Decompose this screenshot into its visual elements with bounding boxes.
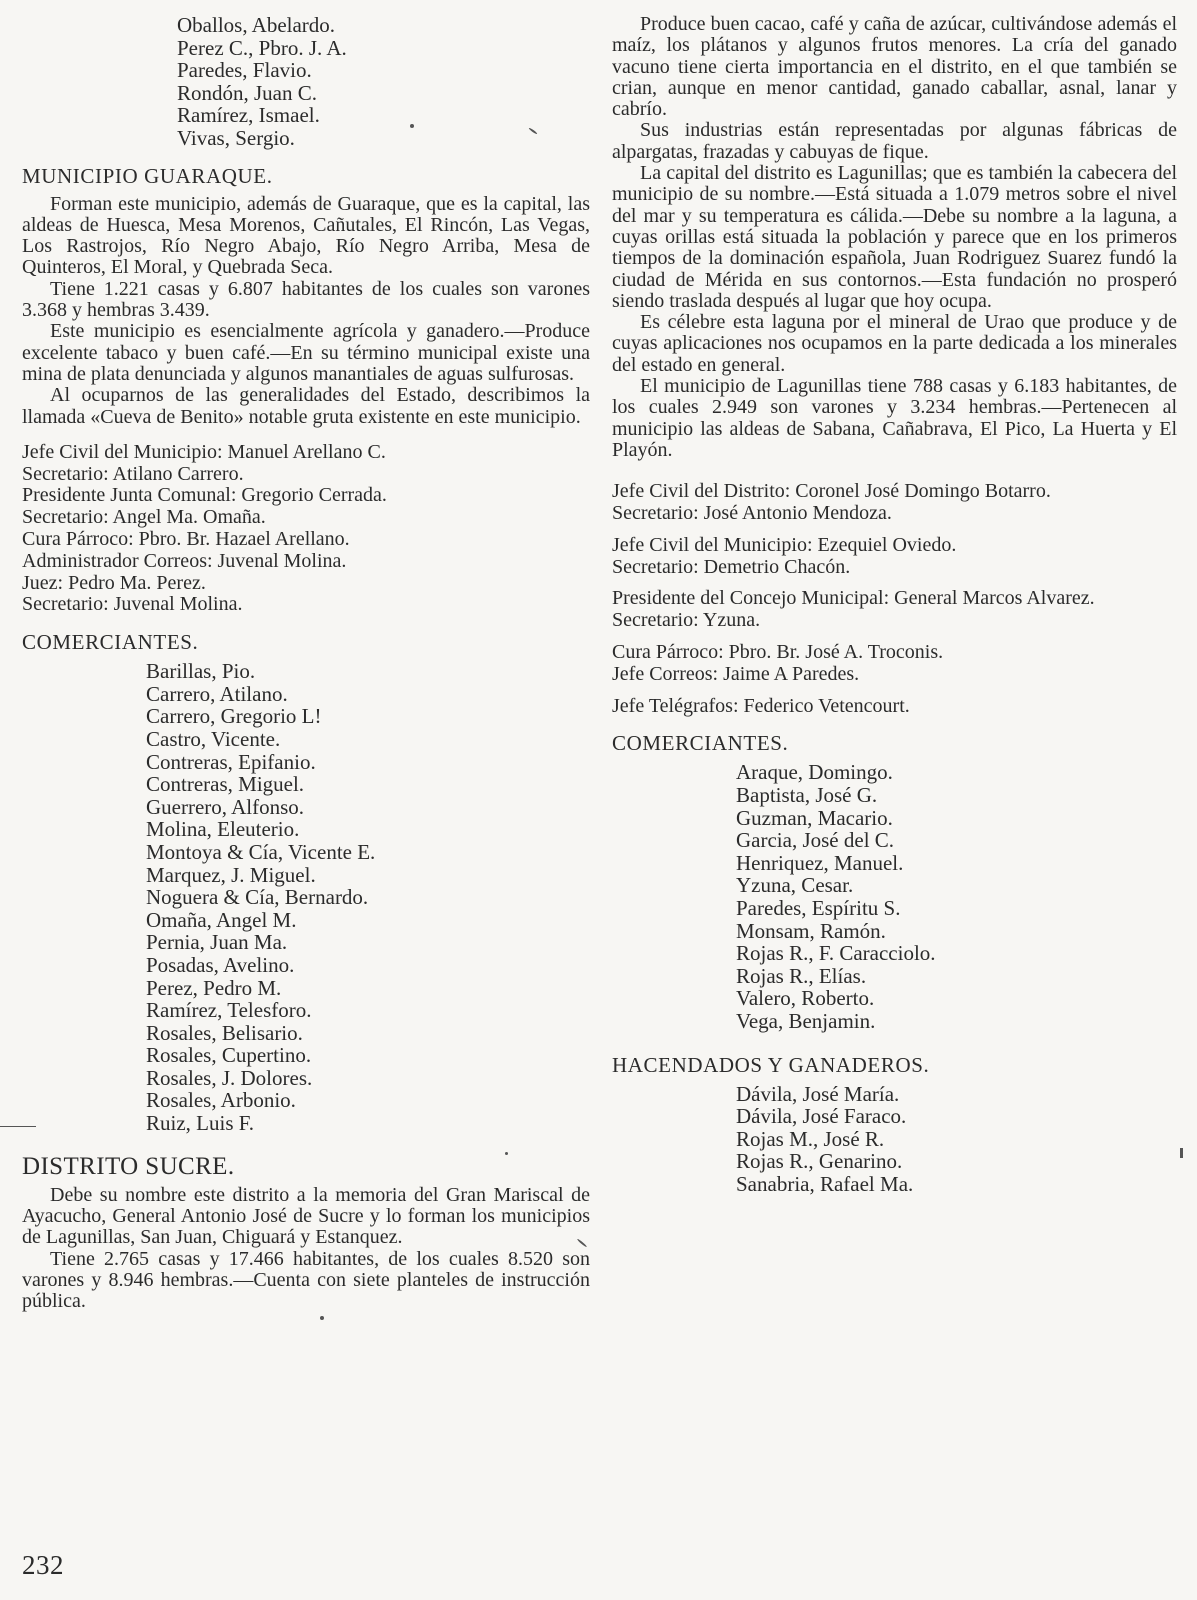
hacendados-list — [612, 1083, 1177, 1196]
list-item: Rojas R., F. Caracciolo. — [736, 941, 936, 966]
list-item: Yzuna, Cesar. — [736, 873, 854, 898]
list-item: Ramírez, Ismael. — [177, 103, 320, 128]
official-entry: Administrador Correos: Juvenal Molina. — [22, 549, 347, 572]
comerciantes-list — [22, 660, 590, 1134]
municipio-guaraque-heading: MUNICIPIO GUARAQUE. — [22, 163, 273, 188]
left-column — [22, 14, 590, 1312]
paragraph: Debe su nombre este distrito a la memoria del Gran Mariscal de Ayacucho, General Antonio José de Sucre y lo forman los municipios de Lagunillas, San Juan, Chiguará y Estanquez. — [22, 1183, 590, 1249]
officials-group-telegrafos — [612, 696, 1177, 718]
list-item: Vivas, Sergio. — [177, 125, 295, 150]
official-entry: Jefe Civil del Municipio: Ezequiel Oviedo. — [612, 533, 957, 556]
list-item: Rosales, Belisario. — [146, 1020, 303, 1045]
paragraph: Este municipio es esencialmente agrícola y ganadero.—Produce excelente tabaco y buen café.—En su término municipal existe una mina de plata denunciada y algunos manantiales de aguas sulfurosas. — [22, 320, 590, 385]
list-item: Noguera & Cía, Bernardo. — [146, 885, 369, 910]
official-entry: Secretario: Yzuna. — [612, 609, 761, 632]
paragraph: La capital del distrito es Lagunillas; que es también la cabecera del municipio de su nombre.—Está situada a 1.079 metros sobre el nivel del mar y su temperatura es cálida.—Debe su nombre a la laguna, a cuyas orillas está situada la población y parece que en los primeros tiempos de la dominación española, Juan Rodriguez Suarez fundó la ciudad de Mérida en sus contornos.—Esta fundación no prosperó siendo traslada después al lugar que hoy ocupa. — [612, 162, 1177, 312]
list-item: Carrero, Atilano. — [146, 681, 288, 706]
paragraph: Tiene 1.221 casas y 6.807 habitantes de los cuales son varones 3.368 y hembras 3.439. — [22, 277, 590, 322]
official-entry: Secretario: José Antonio Mendoza. — [612, 502, 892, 525]
official-entry: Secretario: Angel Ma. Omaña. — [22, 506, 266, 529]
list-item: Contreras, Miguel. — [146, 772, 305, 797]
hacendados-heading: HACENDADOS Y GANADEROS. — [612, 1052, 930, 1077]
list-item: Sanabria, Rafael Ma. — [736, 1171, 914, 1196]
paragraph: El municipio de Lagunillas tiene 788 casas y 6.183 habitantes, de los cuales 2.949 son varones y 3.234 hembras.—Pertenecen al municipio las aldeas de Sabana, Cañabrava, El Pico, La Huerta y El Playón. — [612, 375, 1177, 461]
official-entry: Presidente del Concejo Municipal: General Marcos Alvarez. — [612, 587, 1095, 610]
list-item: Dávila, José Faraco. — [736, 1104, 907, 1129]
official-entry: Cura Párroco: Pbro. Br. Hazael Arellano. — [22, 528, 350, 551]
official-entry: Presidente Junta Comunal: Gregorio Cerrada. — [22, 484, 387, 507]
list-item: Rojas R., Elías. — [736, 963, 867, 988]
official-entry: Cura Párroco: Pbro. Br. José A. Troconis. — [612, 641, 944, 664]
list-item: Guzman, Macario. — [736, 805, 893, 830]
comerciantes-heading-right: COMERCIANTES. — [612, 731, 789, 756]
list-item: Marquez, J. Miguel. — [146, 862, 316, 887]
comerciantes-heading: COMERCIANTES. — [22, 630, 199, 655]
official-entry: Jefe Correos: Jaime A Paredes. — [612, 662, 860, 685]
list-item: Molina, Eleuterio. — [146, 817, 300, 842]
list-item: Perez, Pedro M. — [146, 975, 282, 1000]
right-column — [612, 14, 1177, 1196]
list-item: Carrero, Gregorio L! — [146, 704, 322, 729]
list-item: Valero, Roberto. — [736, 986, 875, 1011]
comerciantes-list-right — [612, 761, 1177, 1032]
list-item: Montoya & Cía, Vicente E. — [146, 839, 376, 864]
list-item: Rondón, Juan C. — [177, 80, 318, 105]
paragraph: Es célebre esta laguna por el mineral de Urao que produce y de cuyas aplicaciones nos ocupamos en la parte dedicada a los minerales del estado en general. — [612, 311, 1177, 376]
list-item: Barillas, Pio. — [146, 659, 256, 684]
scan-speck — [0, 1126, 36, 1127]
official-entry: Jefe Telégrafos: Federico Vetencourt. — [612, 694, 910, 717]
scan-speck — [410, 124, 414, 128]
list-item: Omaña, Angel M. — [146, 907, 297, 932]
list-item: Araque, Domingo. — [736, 760, 893, 785]
officials-group-concejo — [612, 588, 1177, 632]
list-item: Garcia, José del C. — [736, 828, 895, 853]
officials-list — [22, 442, 590, 616]
paragraph: Tiene 2.765 casas y 17.466 habitantes, de los cuales 8.520 son varones y 8.946 hembras.—Cuenta con siete planteles de instrucción pública. — [22, 1247, 590, 1313]
list-item: Oballos, Abelardo. — [177, 13, 336, 37]
officials-group-municipio — [612, 535, 1177, 579]
officials-group-cura — [612, 642, 1177, 686]
official-entry: Jefe Civil del Municipio: Manuel Arellano C. — [22, 440, 386, 463]
officials-group-distrito — [612, 481, 1177, 525]
list-item: Ruiz, Luis F. — [146, 1111, 254, 1136]
official-entry: Secretario: Atilano Carrero. — [22, 462, 244, 485]
scan-speck — [505, 1152, 508, 1155]
official-entry: Jefe Civil del Distrito: Coronel José Domingo Botarro. — [612, 480, 1051, 503]
scan-speck — [320, 1316, 324, 1320]
list-item: Henriquez, Manuel. — [736, 850, 904, 875]
list-item: Ramírez, Telesforo. — [146, 998, 312, 1023]
paragraph: Sus industrias están representadas por algunas fábricas de alpargatas, frazadas y cabuyas de fique. — [612, 119, 1177, 163]
list-item: Paredes, Flavio. — [177, 58, 312, 83]
list-item: Rosales, Cupertino. — [146, 1043, 312, 1068]
scan-speck — [1180, 1148, 1183, 1158]
list-item: Baptista, José G. — [736, 783, 878, 807]
names-list-top — [22, 14, 590, 150]
official-entry: Juez: Pedro Ma. Perez. — [22, 571, 206, 594]
list-item: Rosales, Arbonio. — [146, 1088, 296, 1113]
list-item: Rojas R., Genarino. — [736, 1149, 903, 1174]
list-item: Perez C., Pbro. J. A. — [177, 35, 347, 60]
list-item: Vega, Benjamin. — [736, 1008, 876, 1033]
list-item: Pernia, Juan Ma. — [146, 930, 288, 955]
list-item: Rosales, J. Dolores. — [146, 1065, 313, 1090]
official-entry: Secretario: Juvenal Molina. — [22, 593, 243, 616]
page-number: 232 — [22, 1550, 64, 1580]
list-item: Castro, Vicente. — [146, 726, 281, 751]
list-item: Contreras, Epifanio. — [146, 749, 316, 774]
list-item: Paredes, Espíritu S. — [736, 895, 901, 920]
paragraph: Al ocuparnos de las generalidades del Estado, describimos la llamada «Cueva de Benito» notable gruta existente en este municipio. — [22, 384, 590, 428]
official-entry: Secretario: Demetrio Chacón. — [612, 555, 851, 578]
list-item: Rojas M., José R. — [736, 1126, 885, 1151]
list-item: Dávila, José María. — [736, 1081, 900, 1106]
list-item: Monsam, Ramón. — [736, 918, 886, 943]
distrito-sucre-heading: DISTRITO SUCRE. — [22, 1152, 235, 1180]
paragraph: Forman este municipio, además de Guaraque, que es la capital, las aldeas de Huesca, Mesa Morenos, Cañutales, El Rincón, Las Vegas, Los Rastrojos, Río Negro Abajo, Río Negro Arriba, Mesa de Quinteros, El Moral, y Quebrada Seca. — [22, 192, 590, 279]
paragraph: Produce buen cacao, café y caña de azúcar, cultivándose además el maíz, los plátanos y algunos frutos menores. La cría del ganado vacuno tiene cierta importancia en el distrito, en el que también se crian, aunque en menor cantidad, ganado caballar, asnal, lanar y cabrío. — [612, 13, 1177, 121]
list-item: Posadas, Avelino. — [146, 952, 295, 977]
list-item: Guerrero, Alfonso. — [146, 794, 305, 819]
